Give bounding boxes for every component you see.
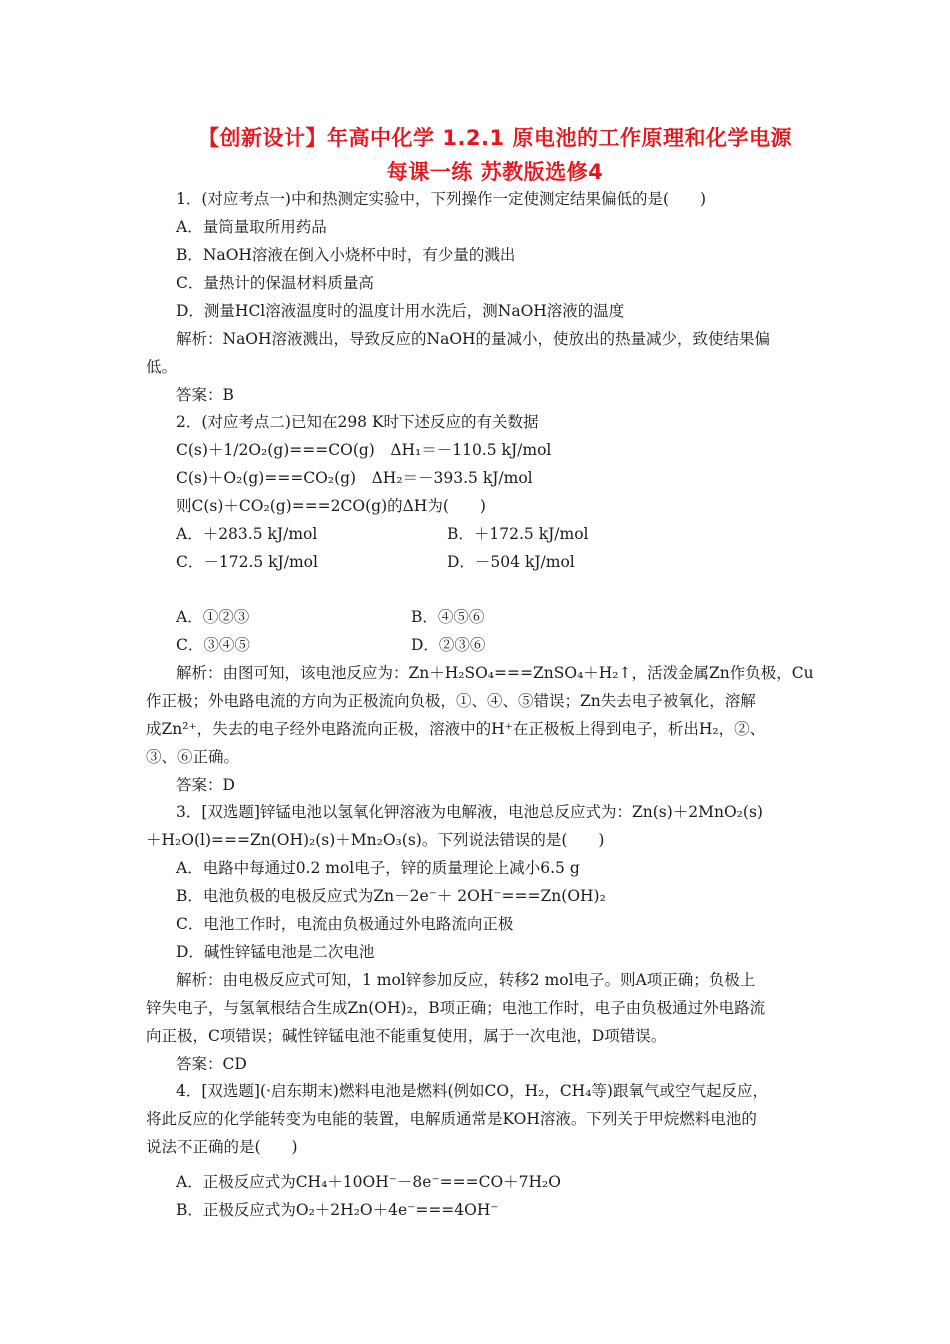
question-3-analysis-3: 向正极，C项错误；碱性锌锰电池不能重复使用，属于一次电池，D项错误。 xyxy=(146,1027,667,1045)
battery-question-analysis-2: 作正极；外电路电流的方向为正极流向负极，①、④、⑤错误；Zn失去电子被氧化，溶解 xyxy=(146,692,756,710)
question-2-question: 则C(s)＋CO₂(g)===2CO(g)的ΔH为( ) xyxy=(176,497,486,515)
battery-question-analysis-1: 解析：由图可知，该电池反应为：Zn＋H₂SO₄===ZnSO₄＋H₂↑，活泼金属Zn作负极，Cu xyxy=(176,664,814,682)
question-3-option-b: B．电池负极的电极反应式为Zn－2e⁻＋ 2OH⁻===Zn(OH)₂ xyxy=(176,887,606,905)
question-2-option-c: C．－172.5 kJ/mol xyxy=(176,553,318,571)
battery-question-option-c: C．③④⑤ xyxy=(176,636,250,654)
battery-question-option-b: B．④⑤⑥ xyxy=(411,608,485,626)
question-1-option-d: D．测量HCl溶液温度时的温度计用水洗后，测NaOH溶液的温度 xyxy=(176,302,625,320)
question-2-option-a: A．＋283.5 kJ/mol xyxy=(176,525,318,543)
question-1-option-a: A．量筒量取所用药品 xyxy=(176,218,327,236)
document-title-line2: 每课一练 苏教版选修4 xyxy=(386,160,604,184)
question-4-option-a: A．正极反应式为CH₄＋10OH⁻－8e⁻===CO＋7H₂O xyxy=(176,1173,561,1191)
question-1-stem: 1．(对应考点一)中和热测定实验中，下列操作一定使测定结果偏低的是( ) xyxy=(176,190,707,208)
question-2-stem: 2．(对应考点二)已知在298 K时下述反应的有关数据 xyxy=(176,413,539,431)
question-3-answer: 答案：CD xyxy=(176,1055,247,1073)
question-3-stem: 3．[双选题]锌锰电池以氢氧化钾溶液为电解液，电池总反应式为：Zn(s)＋2MnO₂(s) xyxy=(176,803,763,821)
question-4-stem-cont-1: 将此反应的化学能转变为电能的装置，电解质通常是KOH溶液。下列关于甲烷燃料电池的 xyxy=(146,1110,757,1128)
battery-question-option-a: A．①②③ xyxy=(176,608,250,626)
question-2-equation-2: C(s)＋O₂(g)===CO₂(g) ΔH₂＝－393.5 kJ/mol xyxy=(176,469,533,487)
question-2-option-d: D．－504 kJ/mol xyxy=(447,553,575,571)
question-1-analysis-cont: 低。 xyxy=(146,358,178,376)
question-1-option-b: B．NaOH溶液在倒入小烧杯中时，有少量的溅出 xyxy=(176,246,516,264)
document-title-line1: 【创新设计】年高中化学 1.2.1 原电池的工作原理和化学电源 xyxy=(198,126,792,150)
question-4-stem-cont-2: 说法不正确的是( ) xyxy=(146,1138,298,1156)
question-3-option-a: A．电路中每通过0.2 mol电子，锌的质量理论上减小6.5 g xyxy=(176,859,580,877)
question-3-option-d: D．碱性锌锰电池是二次电池 xyxy=(176,943,375,961)
question-4-stem: 4．[双选题](·启东期末)燃料电池是燃料(例如CO，H₂，CH₄等)跟氧气或空气起反应， xyxy=(176,1082,768,1100)
battery-question-option-d: D．②③⑥ xyxy=(411,636,486,654)
question-1-option-c: C．量热计的保温材料质量高 xyxy=(176,274,374,292)
question-1-answer: 答案：B xyxy=(176,386,234,404)
question-2-equation-1: C(s)＋1/2O₂(g)===CO(g) ΔH₁＝－110.5 kJ/mol xyxy=(176,441,552,459)
question-2-option-b: B．＋172.5 kJ/mol xyxy=(447,525,589,543)
question-3-stem-cont: ＋H₂O(l)===Zn(OH)₂(s)＋Mn₂O₃(s)。下列说法错误的是( ) xyxy=(146,831,605,849)
battery-question-answer: 答案：D xyxy=(176,776,235,794)
question-3-analysis-1: 解析：由电极反应式可知，1 mol锌参加反应，转移2 mol电子。则A项正确；负极上 xyxy=(176,971,756,989)
question-4-option-b: B．正极反应式为O₂＋2H₂O＋4e⁻===4OH⁻ xyxy=(176,1201,499,1219)
question-1-analysis: 解析：NaOH溶液溅出，导致反应的NaOH的量减小，使放出的热量减少，致使结果偏 xyxy=(176,330,771,348)
question-3-analysis-2: 锌失电子，与氢氧根结合生成Zn(OH)₂，B项正确；电池工作时，电子由负极通过外电路流 xyxy=(146,999,766,1017)
battery-question-analysis-4: ③、⑥正确。 xyxy=(146,748,240,766)
battery-question-analysis-3: 成Zn²⁺，失去的电子经外电路流向正极，溶液中的H⁺在正极板上得到电子，析出H₂，②、 xyxy=(146,720,766,738)
question-3-option-c: C．电池工作时，电流由负极通过外电路流向正极 xyxy=(176,915,514,933)
